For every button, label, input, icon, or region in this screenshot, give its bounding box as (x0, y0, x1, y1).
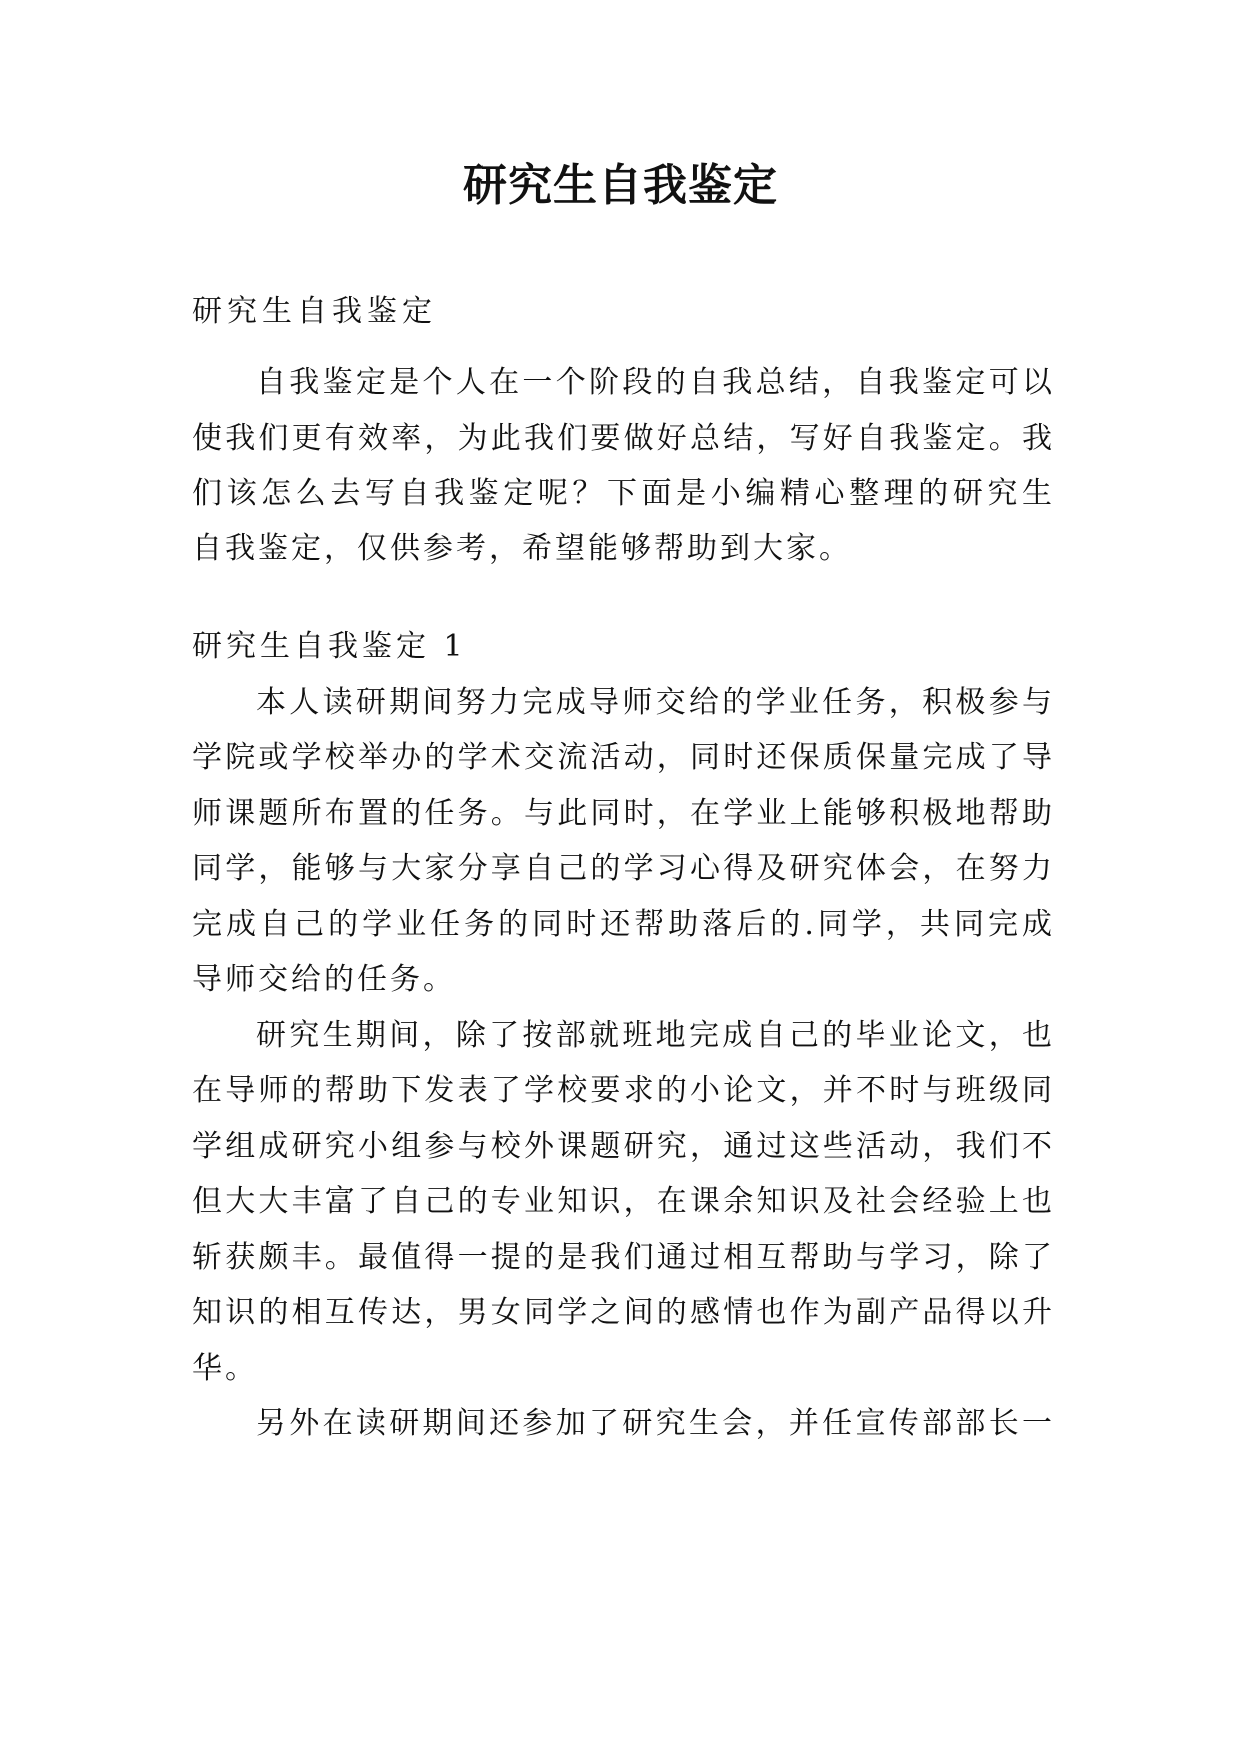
intro-line: 使我们更有效率，为此我们要做好总结，写好自我鉴定。我 (192, 421, 1052, 456)
section-heading: 研究生自我鉴定 1 (192, 629, 467, 664)
paragraph-1-line: 师课题所布置的任务。与此同时，在学业上能够积极地帮助 (192, 796, 1052, 831)
paragraph-2-line: 学组成研究小组参与校外课题研究，通过这些活动，我们不 (192, 1129, 1052, 1164)
paragraph-2-line: 研究生期间，除了按部就班地完成自己的毕业论文，也 (256, 1018, 1052, 1053)
paragraph-1-line: 完成自己的学业任务的同时还帮助落后的.同学，共同完成 (192, 907, 1052, 942)
intro-line: 自我鉴定，仅供参考，希望能够帮助到大家。 (192, 531, 852, 566)
paragraph-3-line: 另外在读研期间还参加了研究生会，并任宣传部部长一 (256, 1406, 1052, 1441)
paragraph-2-line: 知识的相互传达，男女同学之间的感情也作为副产品得以升 (192, 1295, 1052, 1330)
paragraph-1-line: 本人读研期间努力完成导师交给的学业任务，积极参与 (256, 685, 1052, 720)
document-title: 研究生自我鉴定 (463, 160, 778, 211)
document-subtitle: 研究生自我鉴定 (192, 294, 437, 329)
paragraph-1-line: 同学，能够与大家分享自己的学习心得及研究体会，在努力 (192, 851, 1052, 886)
intro-line: 自我鉴定是个人在一个阶段的自我总结，自我鉴定可以 (256, 365, 1052, 400)
paragraph-1-line: 学院或学校举办的学术交流活动，同时还保质保量完成了导 (192, 740, 1052, 775)
paragraph-2-line: 华。 (192, 1351, 258, 1386)
paragraph-1-line: 导师交给的任务。 (192, 962, 456, 997)
paragraph-2-line: 在导师的帮助下发表了学校要求的小论文，并不时与班级同 (192, 1073, 1052, 1108)
paragraph-2-line: 但大大丰富了自己的专业知识，在课余知识及社会经验上也 (192, 1184, 1052, 1219)
intro-line: 们该怎么去写自我鉴定呢？下面是小编精心整理的研究生 (192, 476, 1052, 511)
paragraph-2-line: 斩获颇丰。最值得一提的是我们通过相互帮助与学习，除了 (192, 1240, 1052, 1275)
